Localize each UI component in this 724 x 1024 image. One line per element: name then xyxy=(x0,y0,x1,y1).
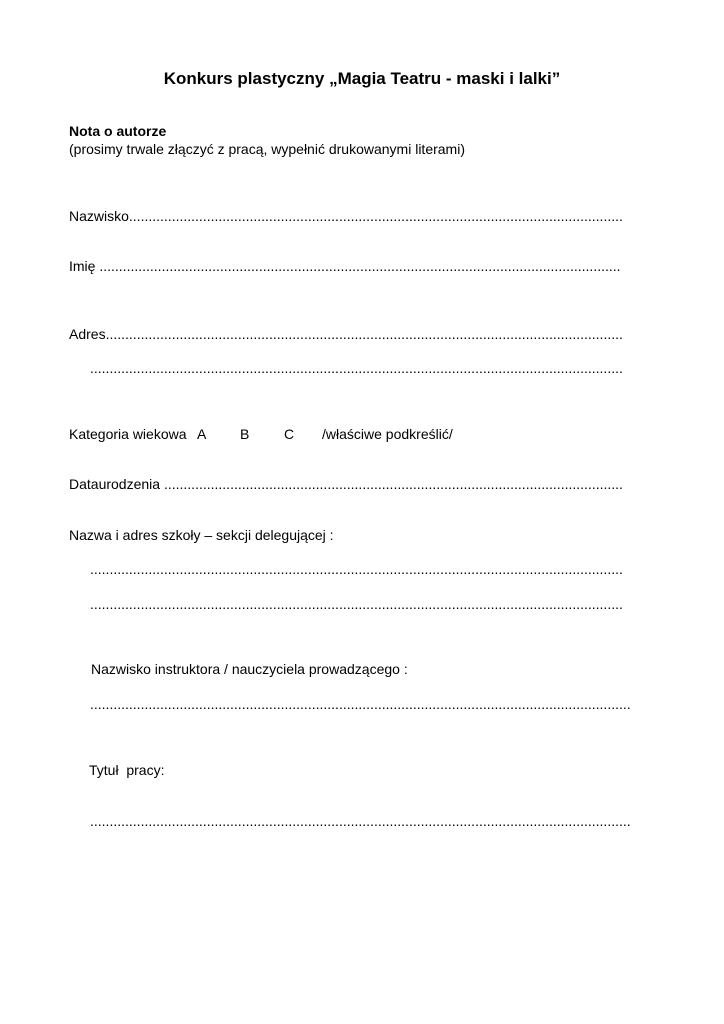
instructor-field[interactable]: ........................................................................................................................................... xyxy=(90,696,631,712)
work-title-label: Tytuł pracy: xyxy=(89,762,165,778)
section-heading: Nota o autorze xyxy=(69,123,167,139)
instructor-label: Nazwisko instruktora / nauczyciela prowadzącego : xyxy=(91,661,408,677)
section-note: (prosimy trwale złączyć z pracą, wypełnić drukowanymi literami) xyxy=(69,141,465,157)
address-field[interactable]: Adres..................................................................................................................................... xyxy=(69,326,623,342)
school-field-line-1[interactable]: ......................................................................................................................................... xyxy=(90,561,623,577)
document-title: Konkurs plastyczny „Magia Teatru - maski i lalki” xyxy=(163,69,561,88)
surname-field[interactable]: Nazwisko............................................................................................................................... xyxy=(69,208,623,224)
address-field-line-2[interactable]: ......................................................................................................................................... xyxy=(90,360,623,376)
age-category-note: /właściwe podkreślić/ xyxy=(322,426,453,442)
birth-date-field[interactable]: Dataurodzenia ...................................................................................................................... xyxy=(69,476,623,492)
first-name-field[interactable]: Imię ...................................................................................................................................... xyxy=(69,258,621,274)
school-field-line-2[interactable]: ......................................................................................................................................... xyxy=(90,596,623,612)
age-category-label: Kategoria wiekowa xyxy=(69,426,187,442)
age-category-option-c[interactable]: C xyxy=(284,426,295,442)
school-label: Nazwa i adres szkoły – sekcji delegującej : xyxy=(69,527,334,543)
age-category-option-a[interactable]: A xyxy=(197,426,207,442)
work-title-field[interactable]: ........................................................................................................................................... xyxy=(90,813,631,829)
age-category-option-b[interactable]: B xyxy=(240,426,250,442)
